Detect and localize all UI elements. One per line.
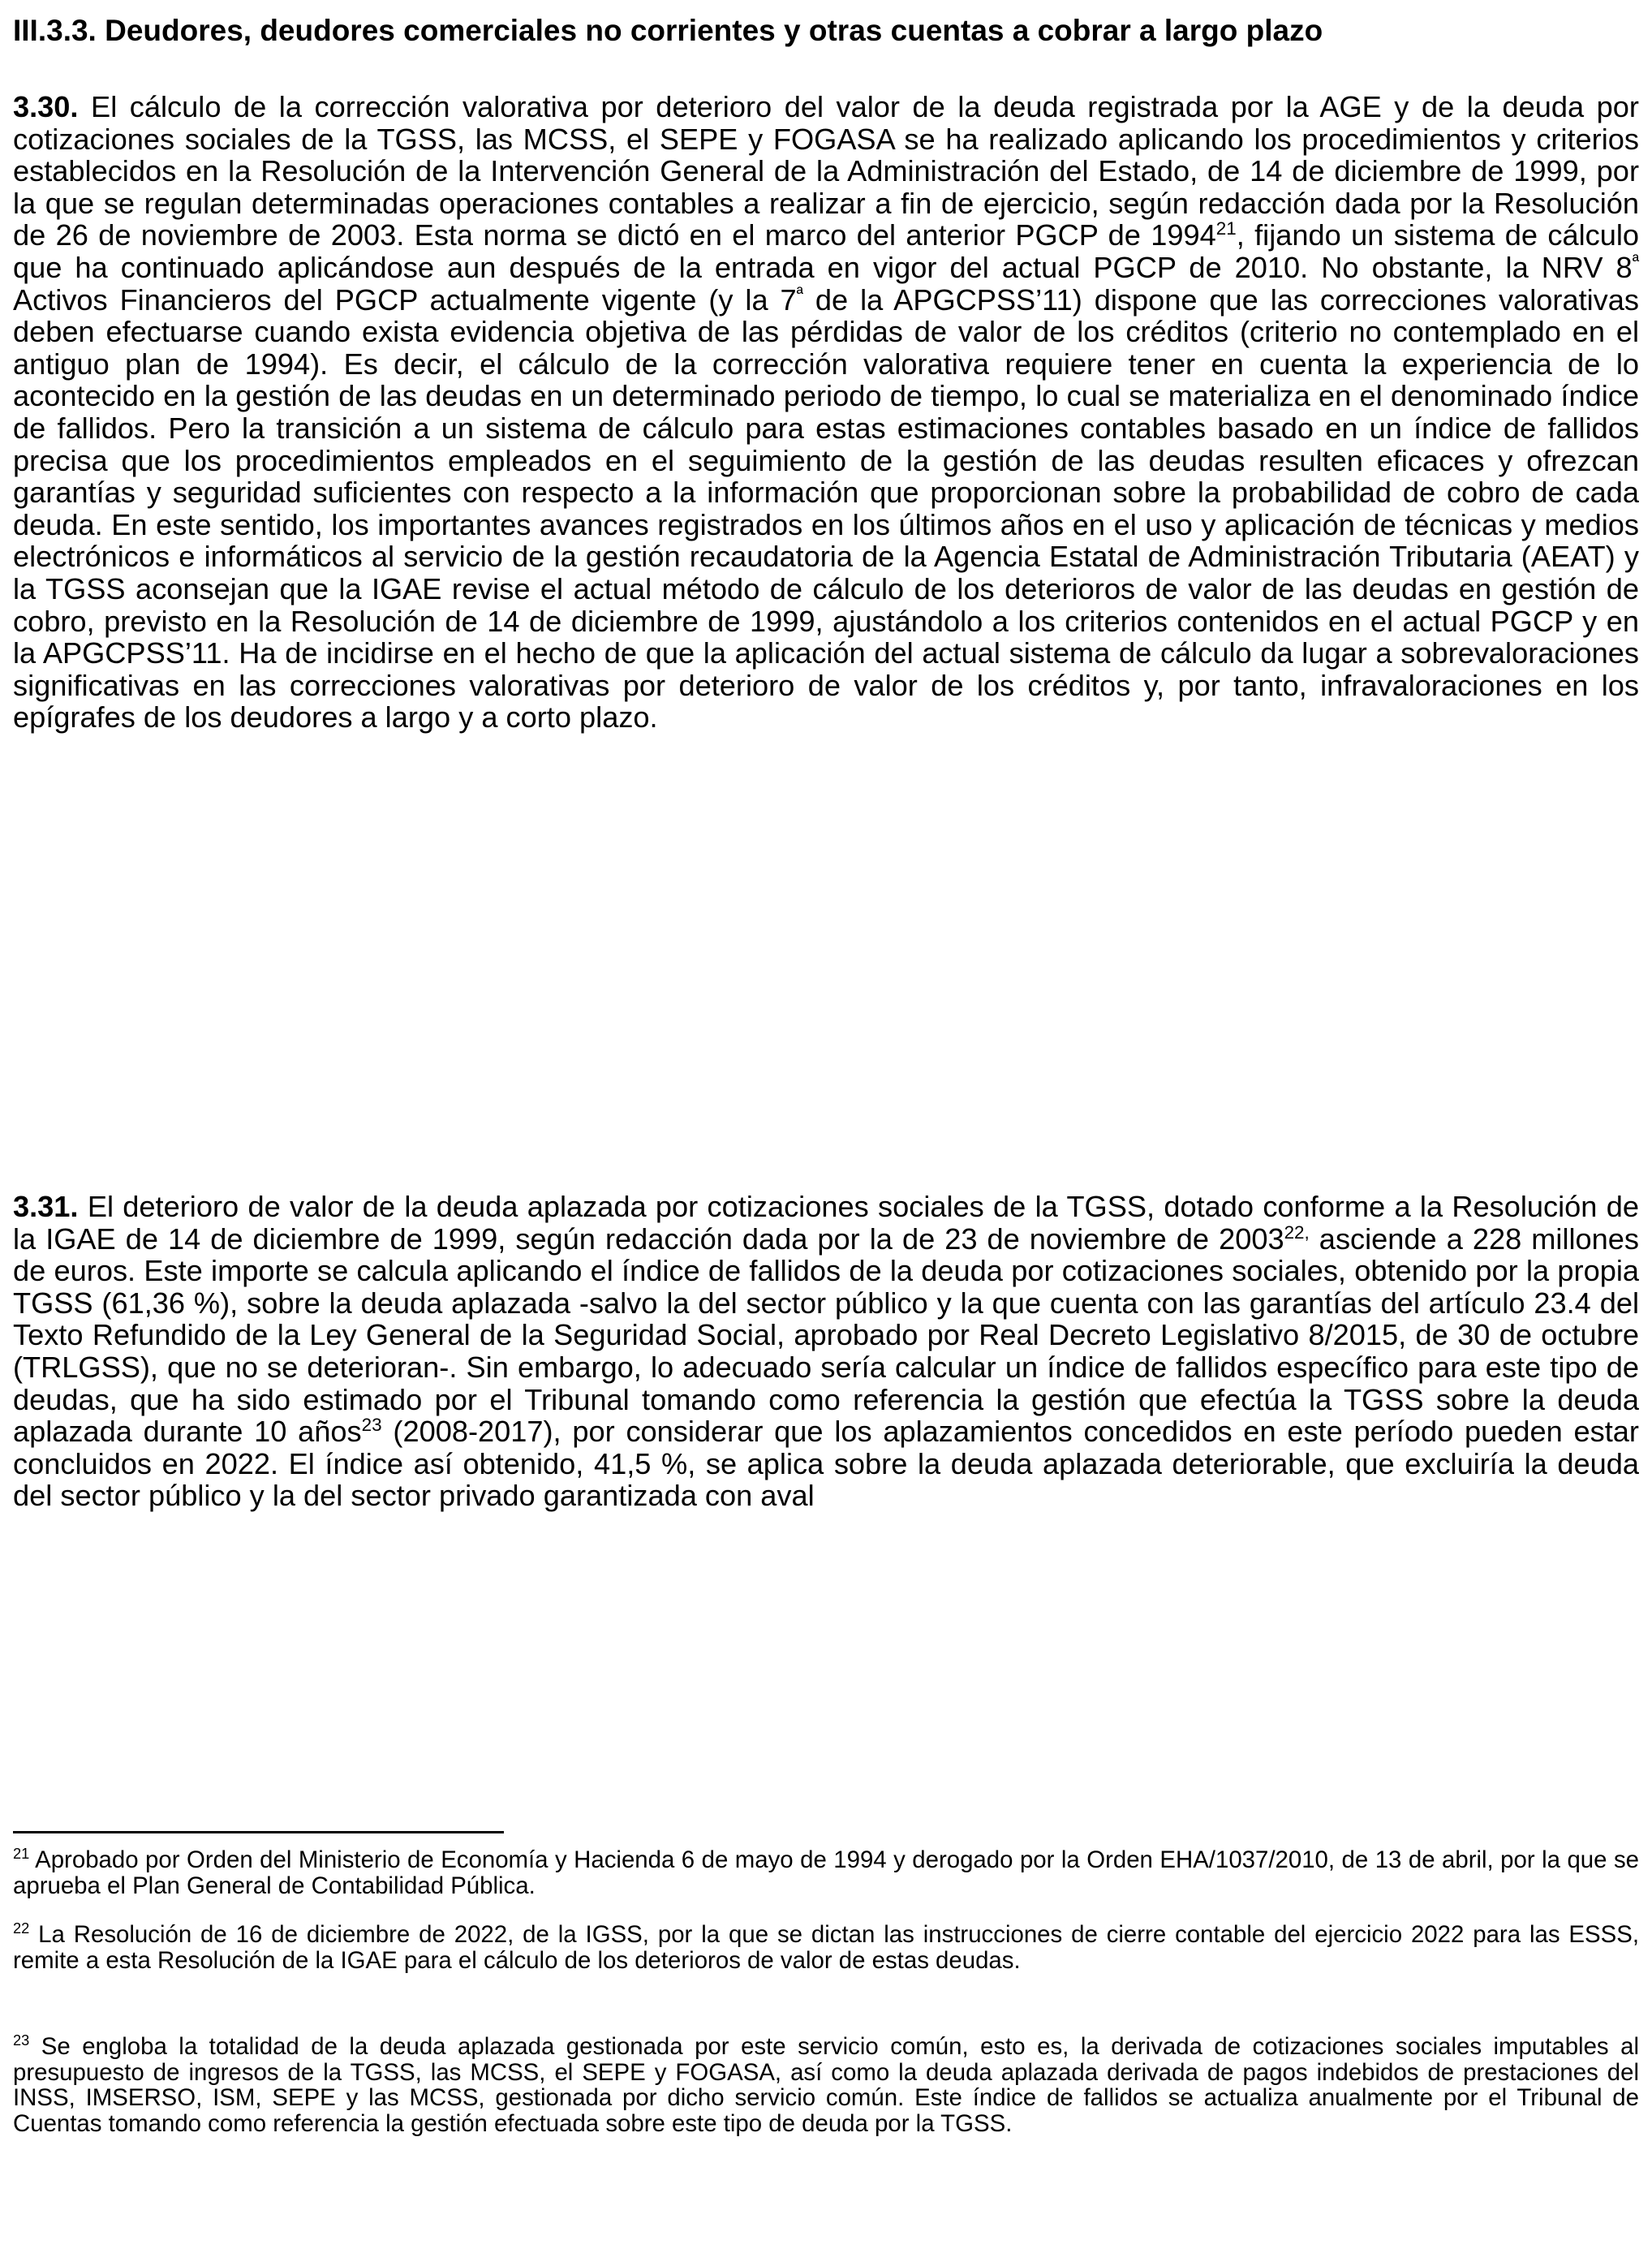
footnote-21 bbox=[13, 1847, 1639, 1898]
paragraph-number: 3.30. bbox=[13, 90, 79, 123]
footnote-separator bbox=[13, 1831, 504, 1833]
paragraph-text: Activos Financieros del PGCP actualmente vigente (y la 7 bbox=[13, 282, 797, 317]
paragraph-text: asciende a 228 millones de euros. Este importe se calcula aplicando el índice de fallidos de la deuda por cotizaciones sociales, obtenido por la propia TGSS (61,36 %), sobre la deuda aplazada -salvo la del sector público y la que cuenta con las garantías del artículo 23.4 del Texto Refundido de la Ley General de la Seguridad Social, aprobado por Real Decreto Legislativo 8/2015, de 30 de octubre (TRLGSS), que no se deterioran-. Sin embargo, lo adecuado sería calcular un índice de fallidos específico para este tipo de deudas, que ha sido estimado por el Tribunal tomando como referencia la gestión que efectúa la TGSS sobre la deuda aplazada durante 10 años bbox=[13, 1221, 1639, 1449]
paragraph-number: 3.31. bbox=[13, 1190, 79, 1223]
paragraph-text: El deterioro de valor de la deuda aplazada por cotizaciones sociales de la TGSS, dotado conforme a la Resolución de la IGAE de 14 de diciembre de 1999, según redacción dada por la de 23 de noviembre de 2003 bbox=[13, 1190, 1639, 1256]
footnote-number: 23 bbox=[13, 2032, 30, 2049]
paragraph-text: (2008-2017), por considerar que los aplazamientos concedidos en este período pueden estar concluidos en 2022. El índice así obtenido, 41,5 %, se aplica sobre la deuda aplazada deteriorable, que excluiría la deuda del sector público y la del sector privado garantizada con aval bbox=[13, 1415, 1639, 1513]
footnote-number: 21 bbox=[13, 1846, 30, 1863]
footnote-ref-21[interactable]: 21 bbox=[1215, 218, 1237, 239]
footnote-23 bbox=[13, 2034, 1639, 2136]
footnote-ref-23[interactable]: 23 bbox=[361, 1415, 382, 1436]
paragraph-text: El cálculo de la corrección valorativa por deterioro del valor de la deuda registrada por la AGE y de la deuda por cotizaciones sociales de la TGSS, las MCSS, el SEPE y FOGASA se ha realizado aplicando los procedimientos y criterios establecidos en la Resolución de la Intervención General de la Administración del Estado, de 14 de diciembre de 1999, por la que se regulan determinadas operaciones contables a realizar a fin de ejercicio, según redacción dada por la Resolución de 26 de noviembre de 2003. Esta norma se dictó en el marco del anterior PGCP de 1994 bbox=[13, 90, 1639, 252]
footnote-ref-22[interactable]: 22, bbox=[1284, 1221, 1310, 1243]
footnote-number: 22 bbox=[13, 1920, 30, 1937]
footnote-22 bbox=[13, 1922, 1639, 1973]
ordinal-indicator: ª bbox=[796, 282, 803, 304]
ordinal-indicator: ª bbox=[1632, 250, 1639, 271]
section-heading: III.3.3. Deudores, deudores comerciales no corrientes y otras cuentas a cobrar a largo plazo bbox=[13, 14, 1323, 47]
footnote-text: La Resolución de 16 de diciembre de 2022, de la IGSS, por la que se dictan las instrucciones de cierre contable del ejercicio 2022 para las ESSS, remite a esta Resolución de la IGAE para el cálculo de los deterioros de valor de estas deudas. bbox=[13, 1921, 1639, 1974]
footnote-text: Aprobado por Orden del Ministerio de Economía y Hacienda 6 de mayo de 1994 y derogado por la Orden EHA/1037/2010, de 13 de abril, por la que se aprueba el Plan General de Contabilidad Pública. bbox=[13, 1846, 1639, 1899]
footnote-text: Se engloba la totalidad de la deuda aplazada gestionada por este servicio común, esto es, la derivada de cotizaciones sociales imputables al presupuesto de ingresos de la TGSS, las MCSS, el SEPE y FOGASA, así como la deuda aplazada derivada de pagos indebidos de prestaciones del INSS, IMSERSO, ISM, SEPE y las MCSS, gestionada por dicho servicio común. Este índice de fallidos se actualiza anualmente por el Tribunal de Cuentas tomando como referencia la gestión efectuada sobre este tipo de deuda por la TGSS. bbox=[13, 2033, 1639, 2137]
paragraph-3-31 bbox=[13, 1191, 1639, 1512]
paragraph-3-30 bbox=[13, 91, 1639, 734]
paragraph-text: de la APGCPSS’11) dispone que las correcciones valorativas deben efectuarse cuando exista evidencia objetiva de las pérdidas de valor de los créditos (criterio no contemplado en el antiguo plan de 1994). Es decir, el cálculo de la corrección valorativa requiere tener en cuenta la experiencia de lo acontecido en la gestión de las deudas en un determinado periodo de tiempo, lo cual se materializa en el denominado índice de fallidos. Pero la transición a un sistema de cálculo para estas estimaciones contables basado en un índice de fallidos precisa que los procedimientos empleados en el seguimiento de la gestión de las deudas resulten eficaces y ofrezcan garantías y seguridad suficientes con respecto a la información que proporcionan sobre la probabilidad de cobro de cada deuda. En este sentido, los importantes avances registrados en los últimos años en el uso y aplicación de técnicas y medios electrónicos e informáticos al servicio de la gestión recaudatoria de la Agencia Estatal de Administración Tributaria (AEAT) y la TGSS aconsejan que la IGAE revise el actual método de cálculo de los deterioros de valor de las deudas en gestión de cobro, previsto en la Resolución de 14 de diciembre de 1999, ajustándolo a los criterios contenidos en el actual PGCP y en la APGCPSS’11. Ha de incidirse en el hecho de que la aplicación del actual sistema de cálculo da lugar a sobrevaloraciones significativas en las correcciones valorativas por deterioro de valor de los créditos y, por tanto, infravaloraciones en los epígrafes de los deudores a largo y a corto plazo. bbox=[13, 282, 1639, 735]
paragraph-text: , fijando un sistema de cálculo que ha continuado aplicándose aun después de la entrada en vigor del actual PGCP de 2010. No obstante, la NRV 8 bbox=[13, 218, 1639, 284]
